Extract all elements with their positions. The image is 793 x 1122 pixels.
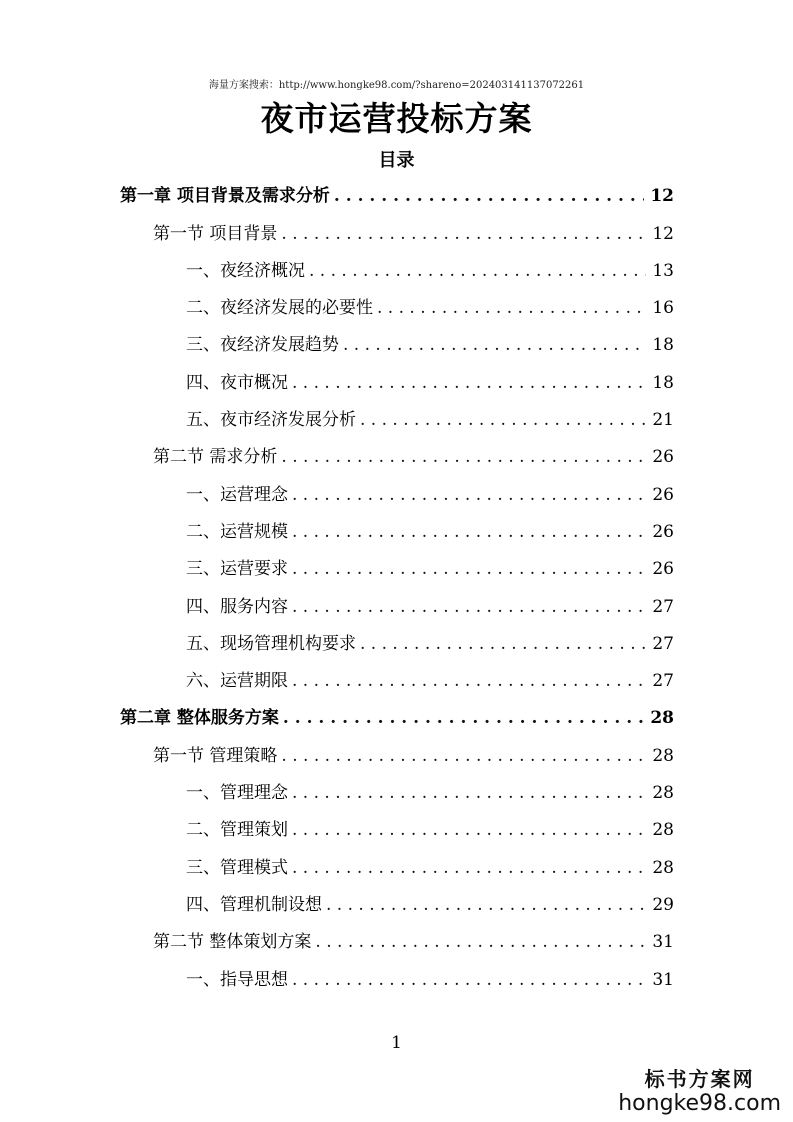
toc-dot-leader	[360, 410, 646, 436]
toc-entry[interactable]	[120, 921, 674, 958]
table-of-contents	[120, 175, 674, 996]
toc-entry-page: 27	[652, 671, 674, 692]
toc-entry[interactable]	[120, 734, 674, 771]
toc-entry[interactable]	[120, 212, 674, 249]
toc-entry[interactable]	[120, 585, 674, 622]
toc-dot-leader	[292, 858, 646, 884]
page-number: 1	[391, 1033, 402, 1053]
toc-entry-label: 三、运营要求	[186, 559, 288, 580]
toc-entry-page: 21	[652, 410, 674, 431]
toc-entry-page: 31	[652, 932, 674, 953]
toc-entry[interactable]	[120, 361, 674, 398]
toc-dot-leader	[292, 485, 646, 511]
toc-entry-page: 12	[650, 186, 674, 207]
toc-entry-label: 二、运营规模	[186, 521, 288, 542]
toc-entry-label: 三、管理模式	[186, 857, 288, 878]
toc-entry-label: 一、管理理念	[186, 783, 288, 804]
toc-entry[interactable]	[120, 287, 674, 324]
toc-entry-label: 二、管理策划	[186, 820, 288, 841]
toc-entry[interactable]	[120, 436, 674, 473]
toc-dot-leader	[292, 783, 646, 809]
toc-entry-page: 13	[652, 260, 674, 281]
toc-dot-leader	[326, 895, 646, 921]
toc-entry-page: 27	[652, 596, 674, 617]
toc-entry-page: 26	[652, 521, 674, 542]
toc-entry-label: 第一节 管理策略	[153, 745, 278, 766]
toc-dot-leader	[283, 708, 644, 734]
toc-dot-leader	[360, 634, 646, 660]
toc-entry-label: 第一章 项目背景及需求分析	[120, 186, 330, 207]
document-title: 夜市运营投标方案	[260, 99, 533, 138]
toc-entry-page: 28	[650, 708, 674, 729]
toc-dot-leader	[292, 373, 646, 399]
toc-entry[interactable]	[120, 846, 674, 883]
toc-entry-page: 26	[652, 447, 674, 468]
toc-entry-label: 四、夜市概况	[186, 372, 288, 393]
toc-dot-leader	[343, 335, 646, 361]
toc-dot-leader	[292, 820, 646, 846]
toc-entry[interactable]	[120, 511, 674, 548]
toc-dot-leader	[377, 298, 646, 324]
toc-entry-page: 26	[652, 559, 674, 580]
toc-entry[interactable]	[120, 884, 674, 921]
toc-dot-leader	[292, 522, 646, 548]
toc-entry-label: 五、现场管理机构要求	[186, 633, 356, 654]
toc-entry-label: 三、夜经济发展趋势	[186, 335, 339, 356]
toc-entry-page: 18	[652, 335, 674, 356]
toc-entry-page: 29	[652, 894, 674, 915]
toc-dot-leader	[281, 746, 646, 772]
toc-entry-page: 26	[652, 484, 674, 505]
toc-entry-label: 第二章 整体服务方案	[120, 708, 279, 729]
toc-entry[interactable]	[120, 660, 674, 697]
toc-entry[interactable]	[120, 772, 674, 809]
toc-dot-leader	[281, 447, 646, 473]
toc-entry-page: 27	[652, 633, 674, 654]
toc-entry[interactable]	[120, 548, 674, 585]
toc-entry-page: 28	[652, 820, 674, 841]
toc-entry-page: 16	[652, 298, 674, 319]
toc-entry-page: 28	[652, 857, 674, 878]
watermark-cn-text: 标书方案网	[644, 1067, 755, 1091]
toc-entry-label: 四、服务内容	[186, 596, 288, 617]
toc-entry-label: 五、夜市经济发展分析	[186, 410, 356, 431]
toc-entry[interactable]	[120, 697, 674, 734]
toc-entry-page: 28	[652, 745, 674, 766]
toc-entry-label: 二、夜经济发展的必要性	[186, 298, 373, 319]
toc-entry[interactable]	[120, 324, 674, 361]
toc-dot-leader	[292, 597, 646, 623]
toc-entry-label: 一、运营理念	[186, 484, 288, 505]
toc-entry-label: 第二节 需求分析	[153, 447, 278, 468]
toc-dot-leader	[334, 186, 644, 212]
toc-entry-label: 六、运营期限	[186, 671, 288, 692]
toc-entry-label: 第一节 项目背景	[153, 223, 278, 244]
toc-entry[interactable]	[120, 399, 674, 436]
toc-entry[interactable]	[120, 623, 674, 660]
toc-entry-label: 一、指导思想	[186, 969, 288, 990]
toc-entry[interactable]	[120, 250, 674, 287]
header-url-line: 海量方案搜索：http://www.hongke98.com/?shareno=202403141137072261	[208, 80, 585, 91]
toc-entry[interactable]	[120, 809, 674, 846]
watermark-logo	[618, 1066, 781, 1116]
toc-entry-page: 28	[652, 783, 674, 804]
toc-entry-label: 四、管理机制设想	[186, 894, 322, 915]
toc-entry-page: 12	[652, 223, 674, 244]
toc-entry-label: 一、夜经济概况	[186, 260, 305, 281]
toc-dot-leader	[309, 261, 646, 287]
toc-entry[interactable]	[120, 175, 674, 212]
toc-entry[interactable]	[120, 473, 674, 510]
toc-entry-page: 31	[652, 969, 674, 990]
toc-entry-label: 第二节 整体策划方案	[153, 932, 312, 953]
toc-dot-leader	[315, 932, 646, 958]
toc-dot-leader	[292, 671, 646, 697]
toc-dot-leader	[281, 224, 646, 250]
toc-entry-page: 18	[652, 372, 674, 393]
toc-dot-leader	[292, 970, 646, 996]
toc-heading: 目录	[378, 150, 415, 171]
watermark-en-text: hongke98.com	[618, 1091, 781, 1116]
toc-dot-leader	[292, 559, 646, 585]
toc-entry[interactable]	[120, 958, 674, 995]
